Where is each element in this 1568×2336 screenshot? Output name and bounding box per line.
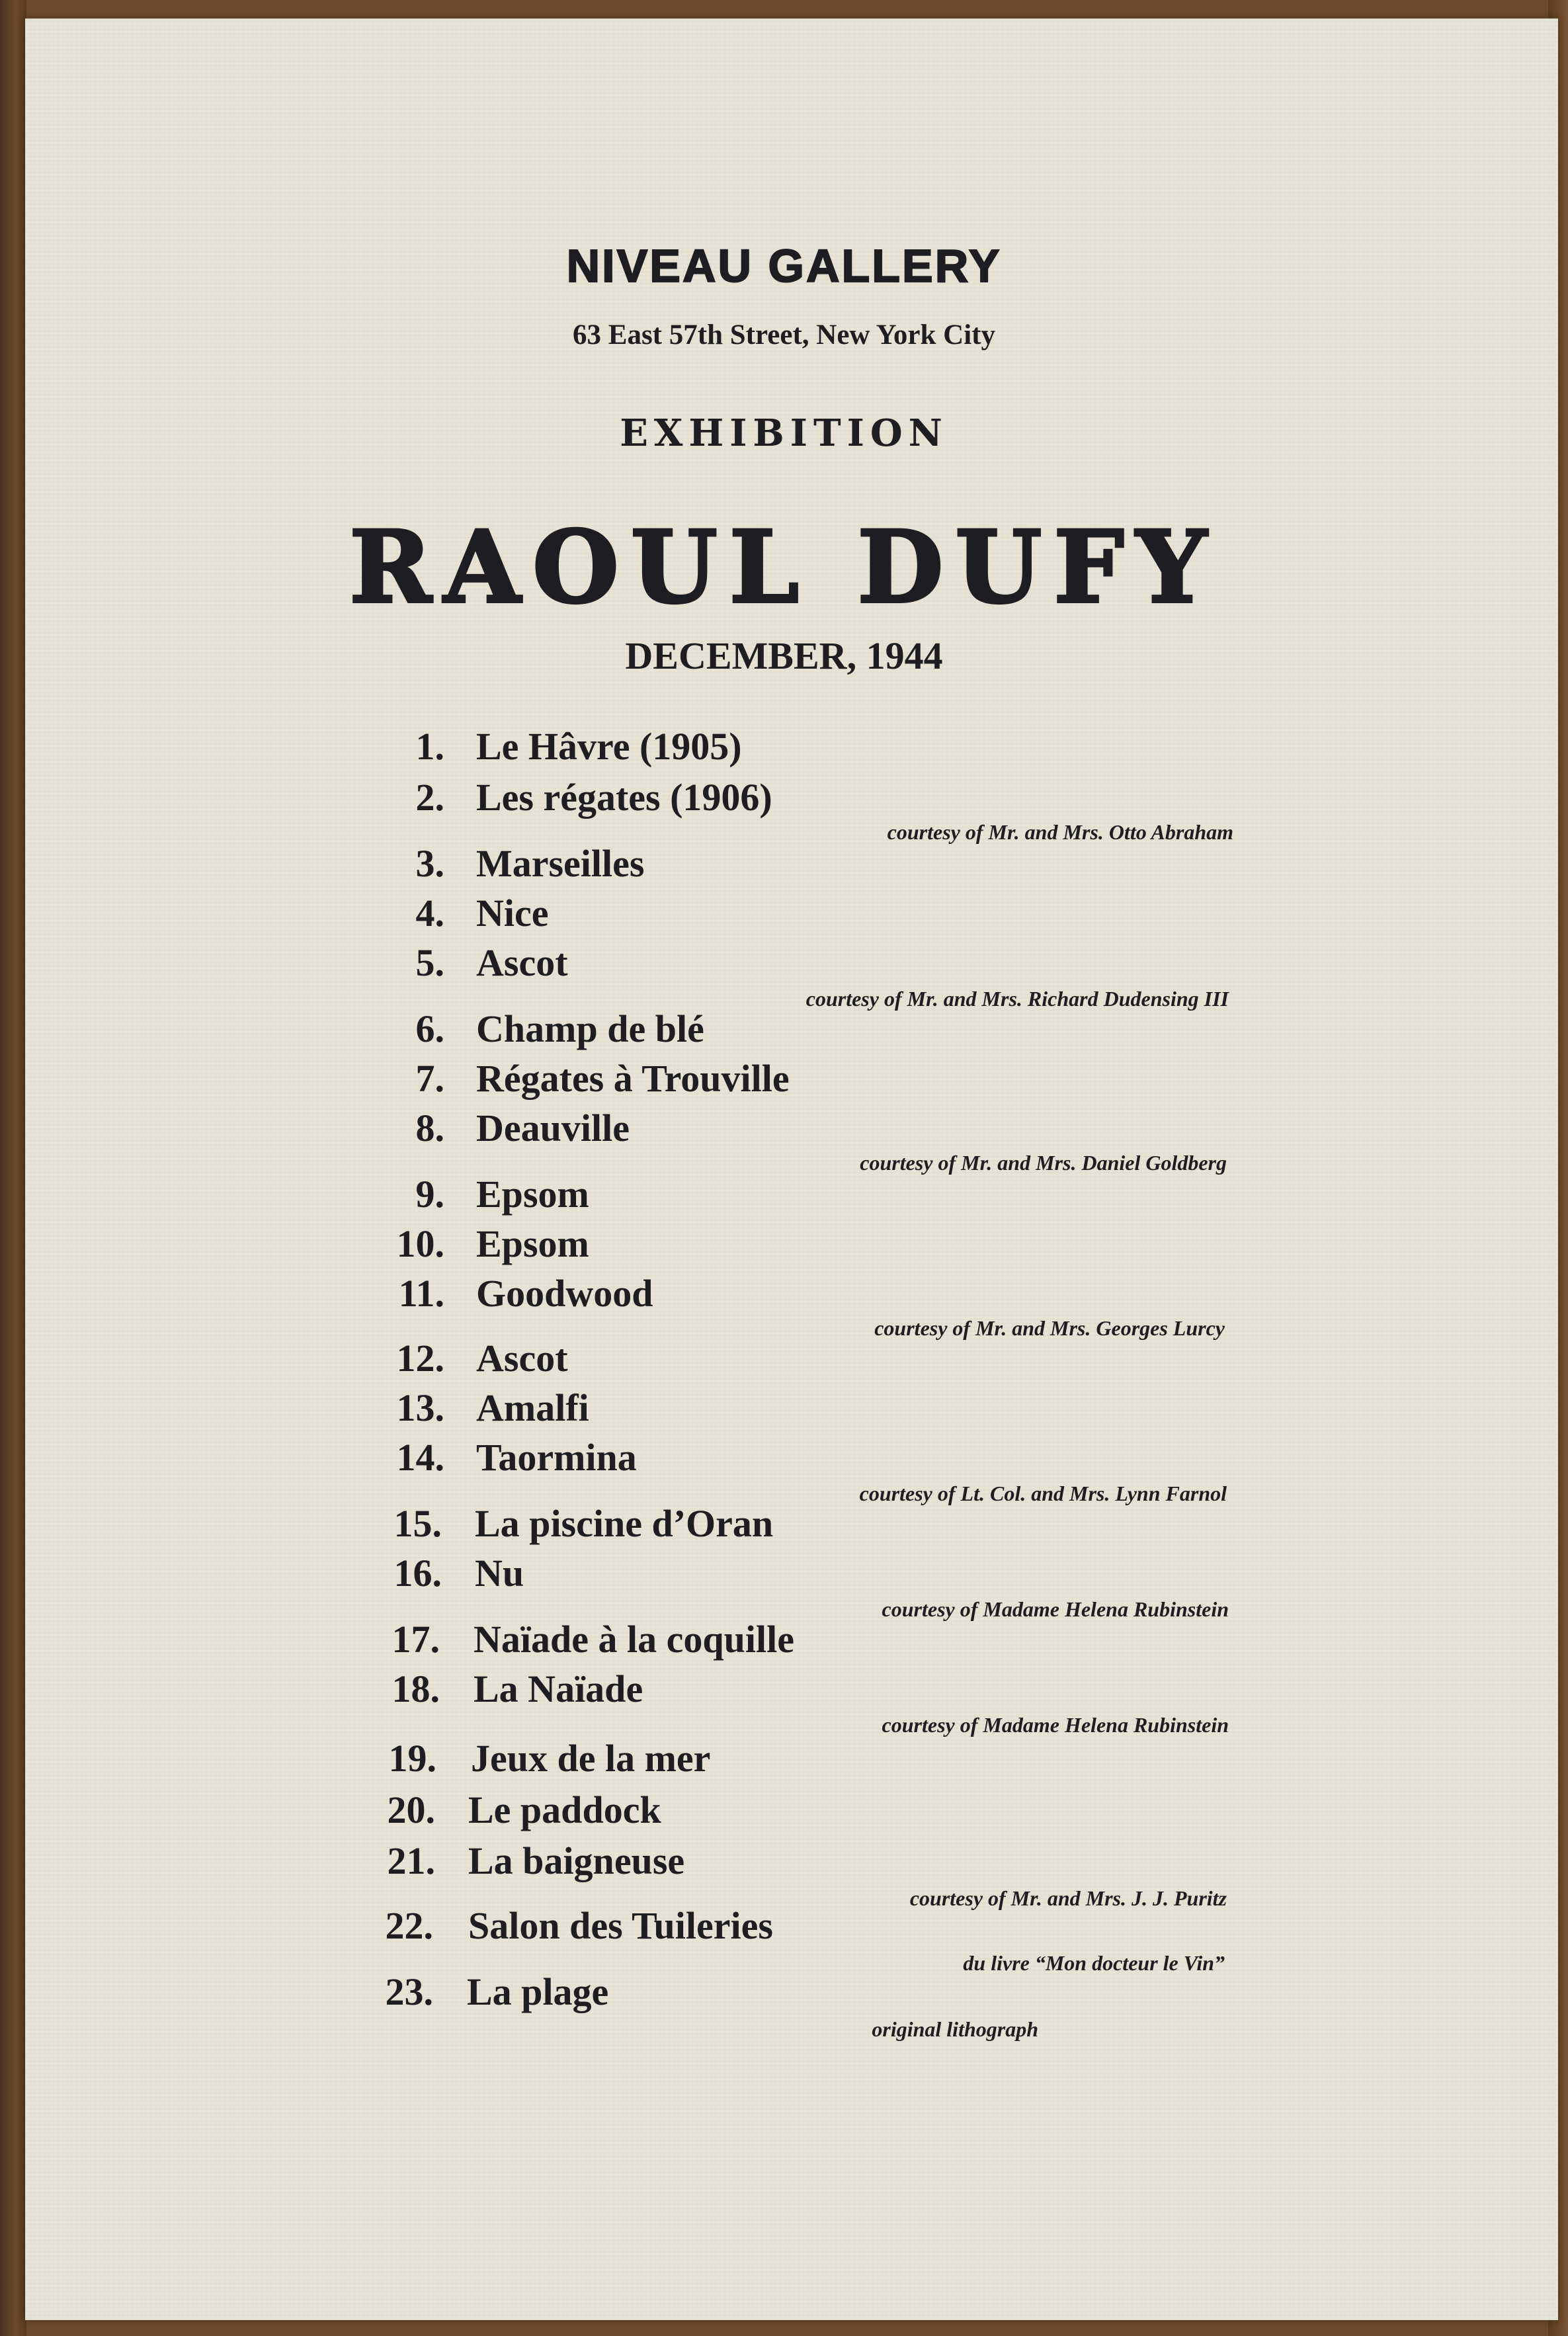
item-number: 1. [415,725,444,768]
item-number: 11. [398,1272,444,1315]
item-title: Champ de blé [476,1007,704,1050]
item-title: La Naïade [474,1667,643,1710]
item-number: 18. [392,1667,440,1710]
item-number: 22. [385,1904,433,1947]
item-credit: courtesy of Madame Helena Rubinstein [882,1597,1229,1621]
item-number: 7. [415,1057,444,1100]
item-number: 4. [415,892,444,935]
item-number: 9. [415,1173,444,1216]
item-title: La piscine d’Oran [475,1502,774,1545]
item-number: 17. [392,1618,440,1661]
item-number: 13. [396,1386,444,1429]
item-number: 3. [415,842,444,885]
item-credit: courtesy of Mr. and Mrs. Richard Dudensing III [805,987,1229,1011]
item-number: 5. [415,941,444,984]
item-number: 14. [396,1436,444,1479]
item-credit: courtesy of Mr. and Mrs. Georges Lurcy [874,1316,1225,1340]
item-title: La baigneuse [468,1839,685,1882]
item-title: Epsom [476,1222,589,1265]
item-title: Taormina [476,1436,637,1479]
item-title: Marseilles [476,842,645,885]
item-credit: du livre “Mon docteur le Vin” [963,1951,1225,1975]
item-title: Le Hâvre (1905) [476,725,742,768]
item-title: Naïade à la coquille [474,1618,794,1661]
item-title: Epsom [476,1173,589,1216]
item-title: Deauville [476,1106,630,1149]
item-title: Ascot [476,1337,568,1380]
gallery-name: NIVEAU GALLERY [566,240,1002,292]
item-title: Nu [475,1552,524,1595]
item-title: Régates à Trouville [476,1057,790,1100]
exhibition-heading: EXHIBITION [620,411,948,455]
item-credit: courtesy of Mr. and Mrs. J. J. Puritz [909,1886,1227,1910]
item-title: Amalfi [476,1386,589,1429]
item-number: 23. [385,1970,433,2013]
item-title: Jeux de la mer [471,1737,711,1780]
item-title: Le paddock [468,1788,661,1831]
gallery-address: 63 East 57th Street, New York City [573,319,995,351]
item-number: 2. [415,776,444,819]
item-number: 12. [396,1337,444,1380]
item-credit: courtesy of Lt. Col. and Mrs. Lynn Farnol [859,1481,1227,1505]
item-number: 8. [415,1106,444,1149]
item-credit: original lithograph [872,2017,1038,2041]
item-title: Salon des Tuileries [468,1904,773,1947]
artist-name: RAOUL DUFY [349,509,1219,626]
item-credit: courtesy of Mr. and Mrs. Daniel Goldberg [860,1151,1227,1175]
item-title: Nice [476,892,549,935]
item-title: La plage [467,1970,609,2013]
item-number: 21. [387,1839,435,1882]
item-number: 15. [393,1502,442,1545]
item-credit: courtesy of Mr. and Mrs. Otto Abraham [887,820,1233,844]
exhibition-date: DECEMBER, 1944 [625,634,943,677]
item-title: Goodwood [476,1272,653,1315]
item-number: 6. [415,1007,444,1050]
item-number: 10. [396,1222,444,1265]
item-number: 20. [387,1788,435,1831]
item-title: Ascot [476,941,568,984]
item-number: 16. [393,1552,442,1595]
item-title: Les régates (1906) [476,776,772,819]
item-number: 19. [388,1737,436,1780]
item-credit: courtesy of Madame Helena Rubinstein [882,1713,1229,1737]
